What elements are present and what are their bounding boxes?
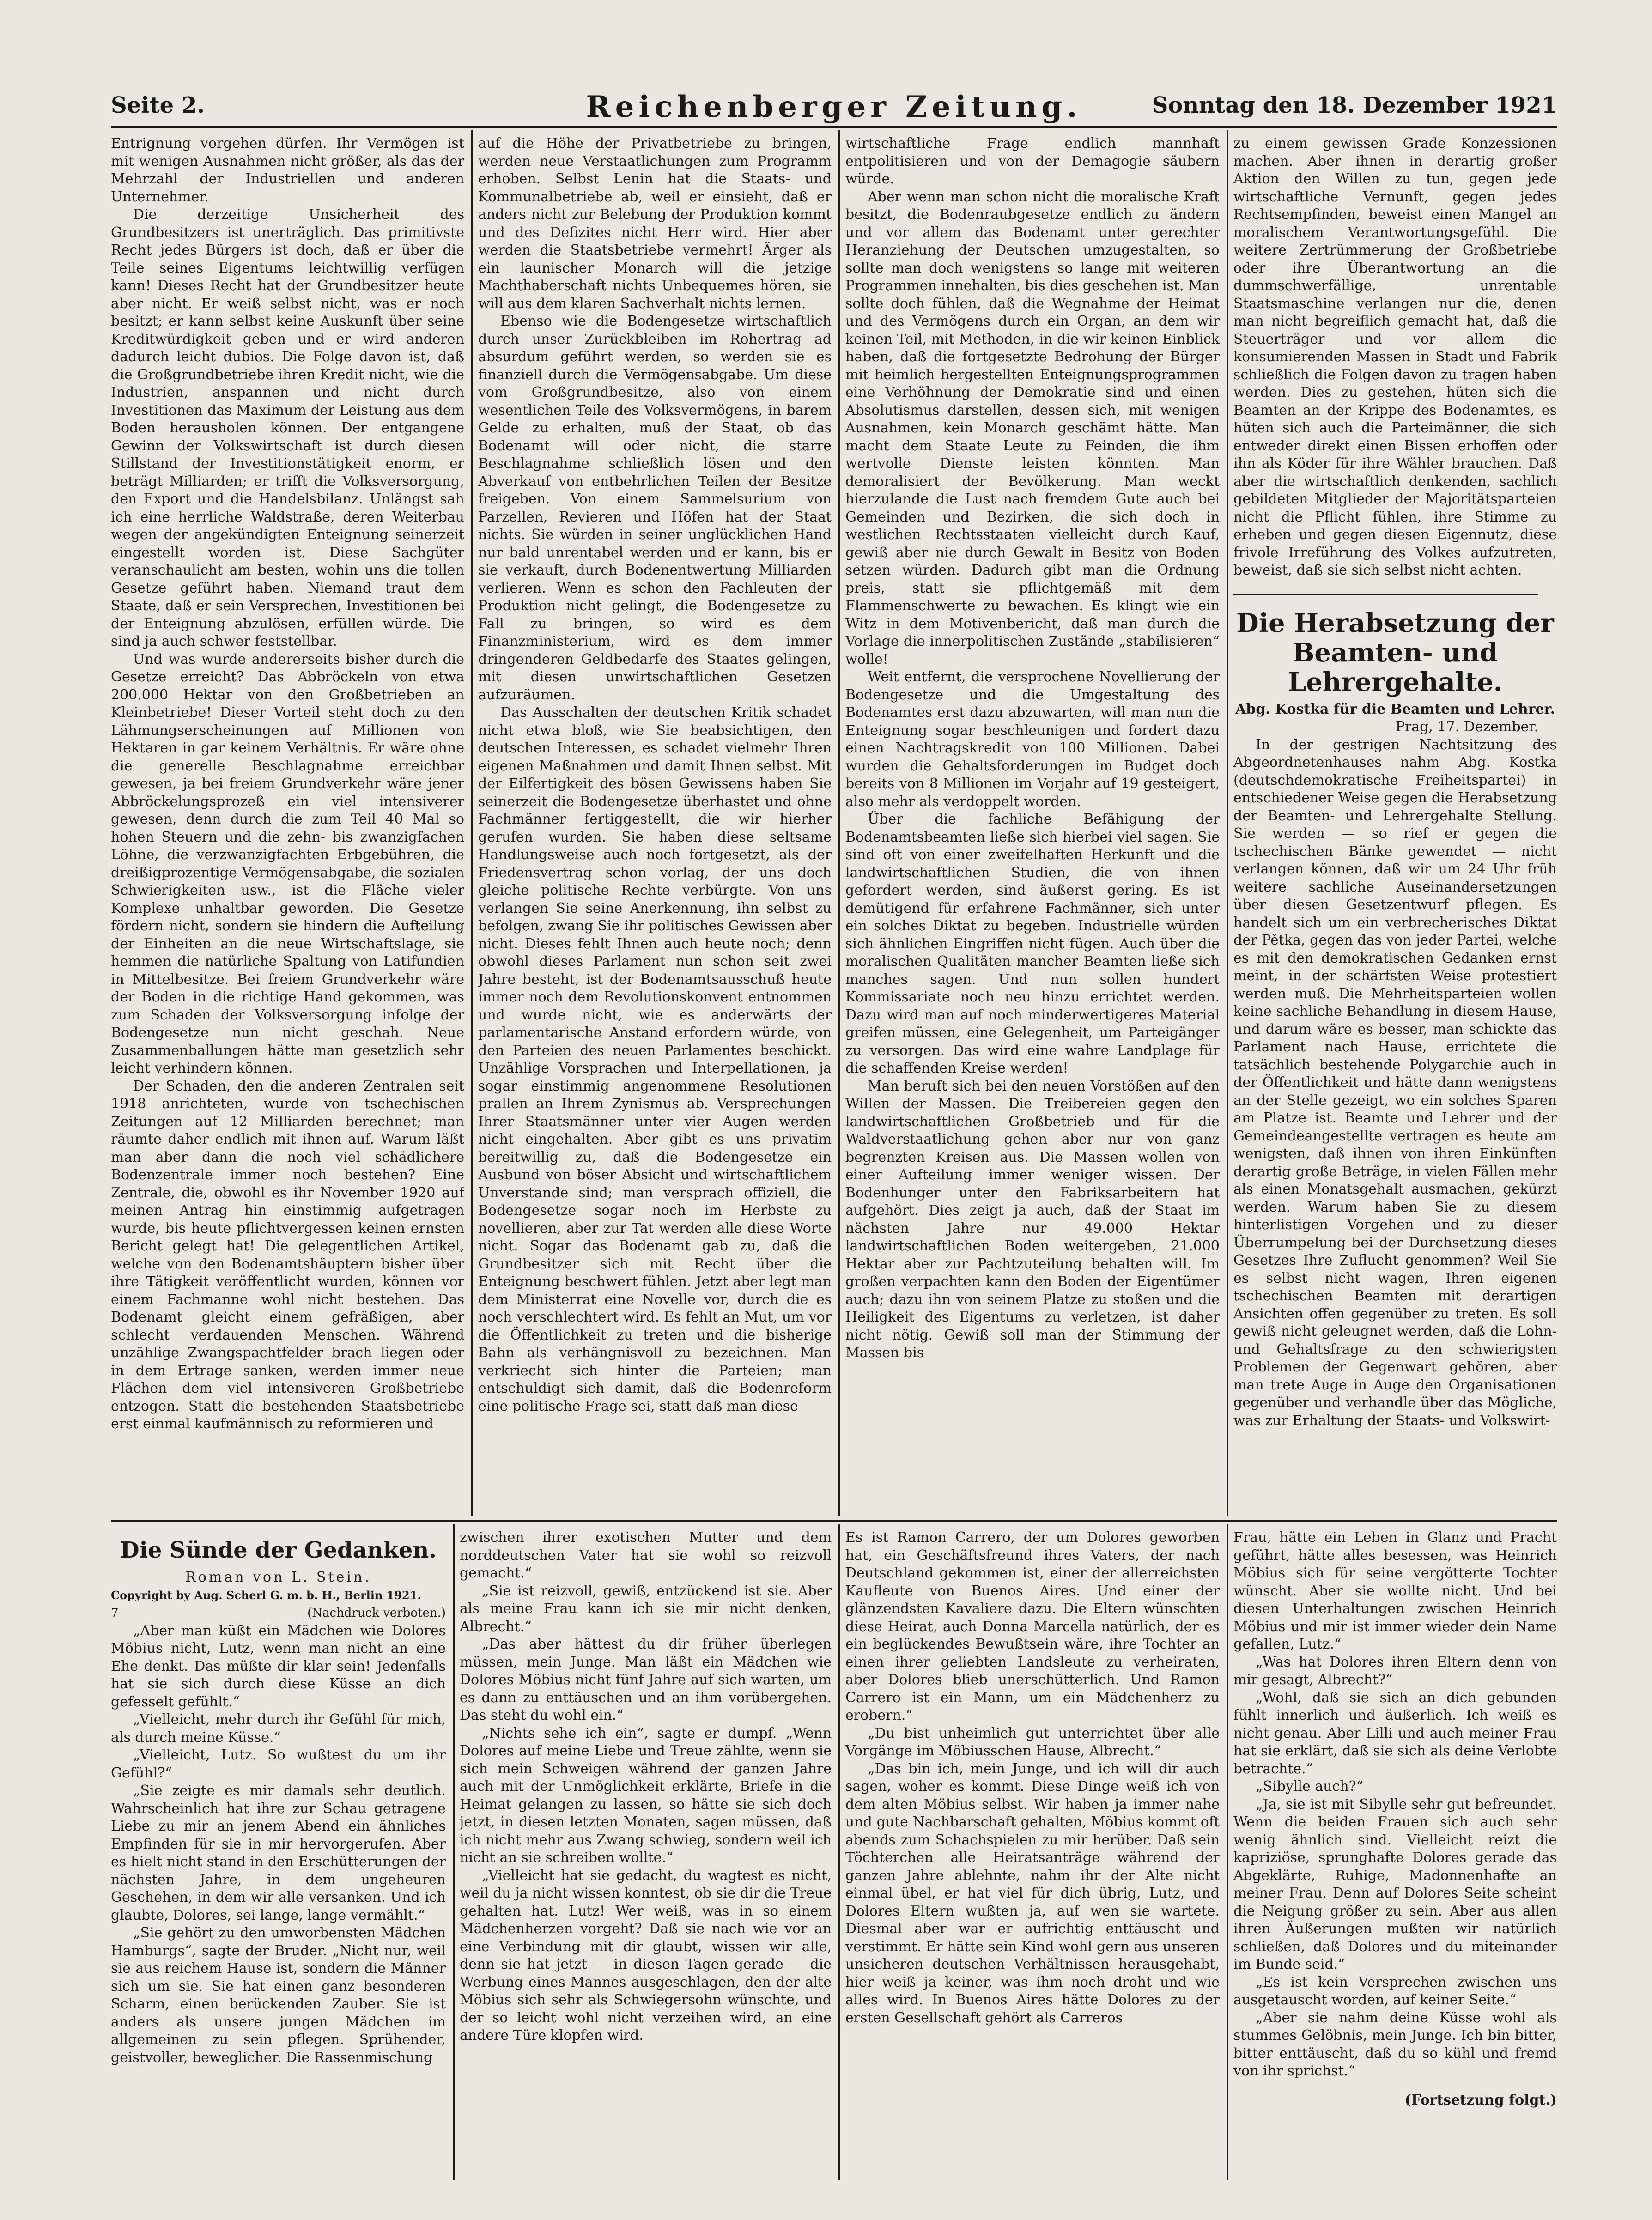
paragraph: „Aber man küßt ein Mädchen wie Dolores Möbius nicht, Lutz, wenn man nicht an eine Ehe denkt. Das müßte dir klar sein! Jedenfalls hat sie sich durch diese Küsse an dich gefesselt gefühlt.“ <box>111 1622 446 1710</box>
paragraph: „Das aber hättest du dir früher überlegen müssen, mein Junge. Man läßt ein Mädchen wie Dolores Möbius nicht fünf Jahre auf sich warten, um es dann zu enttäuschen und an ihm vorübergehen. Das steht du wohl ein.“ <box>460 1636 832 1723</box>
paragraph: „Vielleicht hat sie gedacht, du wagtest es nicht, weil du ja nicht wissen konntest, ob sie dir die Treue gehalten hat. Lutz! Wer weiß, was in so einem Mädchenherzen vorgeht? Daß sie nach wie vor an eine Verbindung mit dir glaubt, wissen wir alle, denn sie hat jetzt — in diesen Tagen gerade — die Werbung eines Mannes ausgeschlagen, den der alte Möbius sich sehr als Schwiegersohn wünschte, und der so leicht wohl nicht verzeihen wird, an eine andere Türe klopfen wird. <box>460 1867 832 2044</box>
paragraph: wirtschaftliche Frage endlich mannhaft entpolitisieren und von der Demagogie säubern würde. <box>845 135 1220 187</box>
paragraph: zu einem gewissen Grade Konzessionen machen. Aber ihnen in derartig großer Aktion den Willen zu tun, gegen jede wirtschaftliche Vernunft, gegen jedes Rechtsempfinden, beweist einen Mangel an moralischem Verantwortungsgefühl. Die weitere Zertrümmerung der Großbetriebe oder ihre Überantwortung an die dummschwerfällige, unrentable Staatsmaschine verlangen nur die, denen man nicht begreiflich gemacht hat, daß die Steuerträger und vor allem die konsumierenden Massen in Stadt und Fabrik schließlich die Folgen davon zu tragen haben werden. Dies zu gestehen, hüten sich die Beamten an der Krippe des Bodenamtes, es hüten sich auch die Parteimänner, die sich entweder direkt einen Bissen erhoffen oder ihn als Köder für ihre Wähler brauchen. Daß aber die wirtschaftlich denkenden, sachlich gebildeten Mitglieder der Majoritätsparteien nicht die Pflicht fühlen, ihre Stimme zu erheben und gegen diesen Eigennutz, diese frivole Irreführung des Volkes aufzutreten, beweist, daß sie sich selbst nicht achten. <box>1233 135 1557 578</box>
serial-copyright: Copyright by Aug. Scherl G. m. b. H., Berlin 1921. <box>111 1588 421 1602</box>
paragraph: Frau, hätte ein Leben in Glanz und Pracht geführt, hätte alles besessen, was Heinrich Möbius sich für seine vergötterte Tochter wünscht. Aber sie wollte nicht. Und bei diesen Unterhaltungen zwischen Heinrich Möbius und mir ist immer wieder dein Name gefallen, Lutz.“ <box>1233 1529 1557 1652</box>
paragraph: „Was hat Dolores ihren Eltern denn von mir gesagt, Albrecht?“ <box>1233 1654 1557 1688</box>
page-number: Seite 2. <box>111 92 205 118</box>
paragraph: „Aber sie nahm deine Küsse wohl als stummes Gelöbnis, mein Junge. Ich bin bitter, bitter enttäuscht, daß du so kühl und fremd von ihr sprichst.“ <box>1233 2009 1557 2079</box>
article-divider <box>1233 594 1538 595</box>
article-dateline: Prag, 17. Dezember. <box>1395 719 1538 735</box>
paragraph: Die derzeitige Unsicherheit des Grundbesitzers ist unerträglich. Das primitivste Recht jedes Bürgers ist doch, daß er über die Teile seines Eigentums leichtwillig verfügen kann! Dieses Recht hat der Grundbesitzer heute aber nicht. Er weiß selbst nicht, was er noch besitzt; er kann selbst keine Auskunft über seine Kreditwürdigkeit geben und er wird anderen dadurch leicht dubios. Die Folge davon ist, daß die Großgrundbetriebe ihren Kredit nicht, wie die Industrien, anspannen und nicht durch Investitionen das Maximum der Leistung aus dem Boden herausholen können. Der entgangene Gewinn der Volkswirtschaft ist durch diesen Stillstand der Investitionstätigkeit enorm, er beträgt Milliarden; er trifft die Volksversorgung, den Export und die Handelsbilanz. Unlängst sah ich eine herrliche Waldstraße, deren Weiterbau wegen der angekündigten Enteignung seinerzeit eingestellt worden ist. Diese Sachgüter veranschaulicht am besten, wohin uns die tollen Gesetze geführt haben. Niemand traut dem Staate, daß er sein Versprechen, Investitionen bei der Enteignung abzulösen, erfüllen würde. Die sind ja auch schwer feststellbar. <box>111 206 464 649</box>
column-divider <box>453 1524 455 2180</box>
column-divider <box>1227 1524 1228 2180</box>
serial-column-2 <box>460 1529 832 2180</box>
paragraph: „Du bist unheimlich gut unterrichtet über alle Vorgänge im Möbiusschen Hause, Albrecht.“ <box>845 1725 1220 1759</box>
paragraph: „Es ist kein Versprechen zwischen uns ausgetauscht worden, auf keiner Seite.“ <box>1233 1974 1557 2008</box>
article-column-3 <box>845 135 1220 1516</box>
page-header <box>111 90 1557 124</box>
paragraph: In der gestrigen Nachtsitzung des Abgeordnetenhauses nahm Abg. Kostka (deutschdemokratische Freiheitspartei) in entschiedener Weise gegen die Herabsetzung der Beamten- und Lehrergehalte Stellung. Sie werden — so rief er gegen die tschechischen Bänke gewendet — nicht verlangen können, daß wir um 24 Uhr früh weitere sachliche Auseinandersetzungen über diesen Gesetzentwurf pflegen. Es handelt sich um ein verbrecherisches Diktat der Pětka, gegen das von jeder Partei, welche es mit den demokratischen Gedanken ernst meint, in der schärfsten Weise protestiert werden muß. Die Mehrheitsparteien wollen keine sachliche Behandlung in diesem Hause, und darum wäre es besser, man schickte das Parlament nach Hause, errichtete die tatsächlich bestehende Polygarchie auch in der Öffentlichkeit und hätte dann wenigstens an der Stelle gezeigt, wo ein solches Sparen am Platze ist. Beamte und Lehrer und der Gemeindeangestellte vertragen es heute am wenigsten, daß ihnen von ihren Einkünften derartig große Beträge, in vielen Fällen mehr als einen Monatsgehalt ausmachen, gekürzt werden. Warum haben Sie zu diesem hinterlistigen Vorgehen und zu dieser Überrumpelung bei der Durchsetzung dieses Gesetzes Ihre Zuflucht genommen? Weil Sie es selbst nicht wagen, Ihren eigenen tschechischen Beamten mit derartigen Ansichten offen gegenüber zu treten. Es soll gewiß nicht geleugnet werden, daß die Lohn- und Gehaltsfrage zu den schwierigsten Problemen der Gegenwart gehören, aber man trete Auge in Auge den Organisationen gegenüber und verhandle über das Mögliche, was zur Erhaltung der Staats- und Volkswirt- <box>1233 736 1557 1429</box>
column-divider <box>471 130 473 1516</box>
paragraph: Man beruft sich bei den neuen Vorstößen auf den Willen der Massen. Die Treibereien gegen den landwirtschaftlichen Großbetrieb und für die Waldverstaatlichung gehen aber nur von ganz begrenzten Kreisen aus. Die Massen wollen von einer Aufteilung immer weniger wissen. Der Bodenhunger unter den Fabriksarbeitern hat aufgehört. Dies zeigt ja auch, daß der Staat im nächsten Jahre nur 49.000 Hektar landwirtschaftlichen Boden weitergeben, 21.000 Hektar aber zur Pachtzuteilung behalten will. Im großen verpachten kann den Boden der Eigentümer auch; dazu ihn von seinem Platze zu stoßen und die Heiligkeit des Eigentums zu verletzen, ist daher nicht nötig. Gewiß soll man der Stimmung der Massen bis <box>845 1078 1220 1361</box>
article-headline: Die Herabsetzung der Beamten- und Lehrergehalte. <box>1236 607 1554 698</box>
serial-meta <box>111 1604 446 1622</box>
article-column-1 <box>111 135 464 1516</box>
article-column-4 <box>1233 135 1557 1516</box>
paragraph: Und was wurde andererseits bisher durch die Gesetze erreicht? Das Abbröckeln von etwa 200.000 Hektar von den Großbetrieben an Kleinbetriebe! Dieser Vorteil steht doch zu den Lähmungserscheinungen auf Millionen von Hektaren in gar keinem Verhältnis. Er wäre ohne die generelle Beschlagnahme erreichbar gewesen, ja bei freiem Grundverkehr wäre jener Abbröckelungsprozeß ein viel intensiverer gewesen, denn durch die zum Teil 40 Mal so hohen Steuern und die zehn- bis zwanzigfachen Löhne, die verzwanzigfachten Erbgebühren, die dreißigprozentige Vermögensabgabe, die sozialen Schwierigkeiten usw., ist die Fläche vieler Komplexe unhaltbar geworden. Die Gesetze fördern nicht, sondern sie hindern die Aufteilung der Einheiten an die neue Wirtschaftslage, sie hemmen die natürliche Spaltung von Latifundien in Mittelbesitze. Bei freiem Grundverkehr wäre der Boden in die richtige Hand gekommen, was zum Schaden der Volksversorgung infolge der Bodengesetze nun nicht geschah. Neue Zusammenballungen hätte man gesetzlich sehr leicht verhindern können. <box>111 651 464 1076</box>
paragraph: „Wohl, daß sie sich an dich gebunden fühlt innerlich und äußerlich. Ich weiß es nicht genau. Aber Lilli und auch meiner Frau hat sie erklärt, daß sie sich als deine Verlobte betrachte.“ <box>1233 1689 1557 1777</box>
paragraph: „Vielleicht, mehr durch ihr Gefühl für mich, als durch meine Küsse.“ <box>111 1711 446 1746</box>
serial-author: Roman von L. Stein. <box>185 1569 371 1585</box>
paragraph: „Sie zeigte es mir damals sehr deutlich. Wahrscheinlich hat ihre zur Schau getragene Liebe zu mir an jenem Abend ein ähnliches Empfinden für sie in mir hervorgerufen. Aber es hielt nicht stand in den Erschütterungen der nächsten Jahre, in dem ungeheuren Geschehen, in dem wir alle versanken. Und ich glaubte, Dolores, sei lange, lange vermählt.“ <box>111 1783 446 1923</box>
serial-reprint-note: (Nachdruck verboten.) <box>307 1606 446 1620</box>
article-byline: Abg. Kostka für die Beamten und Lehrer. <box>1235 701 1555 717</box>
column-divider <box>1227 130 1228 1516</box>
serial-column-3 <box>845 1529 1220 2180</box>
paragraph: Das Ausschalten der deutschen Kritik schadet nicht etwa bloß, wie Sie beabsichtigen, den deutschen Interessen, es schadet vielmehr Ihren eigenen Maßnahmen und damit Ihnen selbst. Mit der Eilfertigkeit des bösen Gewissens haben Sie seinerzeit die Bodengesetze überhastet und ohne Fachmänner fertiggestellt, die wir hierher gerufen wurden. Sie haben diese seltsame Handlungsweise auch noch fortgesetzt, als der Friedensvertrag schon vorlag, der uns doch gleiche politische Rechte verbürgte. Von uns verlangen Sie seine Anerkennung, ihn selbst zu befolgen, zwang Sie ihr politisches Gewissen aber nicht. Dieses fehlt Ihnen auch heute noch; denn obwohl dieses Parlament nun schon seit zwei Jahre besteht, ist der Bodenamtsausschuß heute immer noch dem Revolutionskonvent entnommen und wurde nicht, wie es anderwärts der parlamentarische Anstand erfordern würde, von den Parteien des neuen Parlamentes beschickt. Unzählige Vorsprachen und Interpellationen, ja sogar einstimmig angenommene Resolutionen prallen an Ihrem Zynismus ab. Versprechungen Ihrer Staatsmänner unter vier Augen werden nicht eingehalten. Aber gibt es uns privatim bereitwillig zu, daß die Bodengesetze ein Ausbund von böser Absicht und wirtschaftlichem Unverstande sind; man versprach offiziell, die Bodengesetze sogar noch im Herbste zu novellieren, aber zur Tat werden alle diese Worte nicht. Sogar das Bodenamt gab zu, daß die Grundbesitzer sich mit Recht über die Enteignung beschwert fühlen. Jetzt aber legt man dem Ministerrat eine Novelle vor, durch die es noch verschlechtert wird. Es fehlt an Mut, um vor die Öffentlichkeit zu treten und die bisherige Bahn als verhängnisvoll zu bezeichnen. Man verkriecht sich hinter die Parteien; man entschuldigt sich damit, daß die Bodenreform eine politische Frage sei, statt daß man diese <box>478 704 832 1414</box>
paragraph: Es ist Ramon Carrero, der um Dolores geworben hat, ein Geschäftsfreund ihres Vaters, der nach Deutschland gekommen ist, einer der allerreichsten Kaufleute von Buenos Aires. Und einer der glänzendsten Kavaliere dazu. Die Eltern wünschten diese Heirat, auch Donna Marcella natürlich, der es ein beglückendes Bewußtsein wäre, ihre Tochter an einen ihrer geliebten Landsleute zu verheiraten, aber Dolores blieb unerschütterlich. Und Ramon Carrero ist ein Mann, um ein Mädchenherz zu erobern.“ <box>845 1529 1220 1723</box>
paragraph: Aber wenn man schon nicht die moralische Kraft besitzt, die Bodenraubgesetze endlich zu ändern und vor allem das Bodenamt unter gerechter Heranziehung der Deutschen umzugestalten, so sollte man doch wenigstens so lange mit weiteren Programmen innehalten, bis dies geschehen ist. Man sollte doch fühlen, daß die Wegnahme der Heimat und des Vermögens durch ein Organ, an dem wir keinen Teil, mit Methoden, in die wir keinen Einblick haben, daß die fortgesetzte Bedrohung der Bürger mit heimlich hergestellten Enteignungsprogrammen eine Verhöhnung der Demokratie sind und einen Absolutismus darstellen, dessen sich, mit wenigen Ausnahmen, kein Monarch geschämt hätte. Man macht dem Staate Leute zu Feinden, die ihm wertvolle Dienste leisten könnten. Man demoralisiert der Bevölkerung. Man weckt hierzulande die Lust nach fremdem Gute auch bei Gemeinden und Bezirken, die sich doch in westlichen Rechtsstaaten vielleicht durch Kauf, gewiß aber nie durch Gewalt in Besitz von Boden setzen würden. Dadurch gibt man die Ordnung preis, statt sie pflichtgemäß mit dem Flammenschwerte zu bewachen. Es klingt wie ein Witz in dem Motivenbericht, daß man durch die Vorlage die innerpolitischen Zustände „stabilisieren“ wolle! <box>845 188 1220 667</box>
paragraph: Weit entfernt, die versprochene Novellierung der Bodengesetze und die Umgestaltung des Bodenamtes erst dazu abzuwarten, will man nun die Enteignung sogar beschleunigen und fordert dazu einen Nachtragskredit von 100 Millionen. Dabei wurden die Gehaltsforderungen im Budget doch bereits von 8 Millionen im Vorjahr auf 19 gesteigert, also mehr als verdoppelt worden. <box>845 669 1220 810</box>
feuilleton-rule <box>111 1520 1557 1522</box>
newspaper-title: Reichenberger Zeitung. <box>586 90 1082 124</box>
paragraph: „Ja, sie ist mit Sibylle sehr gut befreundet. Wenn die beiden Frauen sich auch sehr wenig ähnlich sind. Vielleicht reizt die kapriziöse, sprunghafte Dolores gerade das Abgeklärte, Ruhige, Madonnenhafte an meiner Frau. Denn auf Dolores Seite scheint die Neigung größer zu sein. Aber aus allen ihren Äußerungen mußten wir natürlich schließen, daß Dolores und du miteinander im Bunde seid.“ <box>1233 1796 1557 1972</box>
paragraph: Ebenso wie die Bodengesetze wirtschaftlich durch unser Zurückbleiben im Rohertrag ad absurdum geführt werden, so werden sie es finanziell durch die Vermögensabgabe. Um diese vom Großgrundbesitze, also von einem wesentlichen Teile des Volksvermögens, in barem Gelde zu erhalten, muß der Staat, ob das Bodenamt will oder nicht, die starre Beschlagnahme schließlich lösen und den Abverkauf von entbehrlichen Teilen der Besitze freigeben. Von einem Sammelsurium von Parzellen, Revieren und Höfen hat der Staat nichts. Sie würden in seiner unglücklichen Hand nur bald unrentabel werden und er kann, bis er sie verkauft, durch Bodenentwertung Milliarden verlieren. Wenn es schon den Fachleuten der Produktion nicht gelingt, die Bodengesetze zu Fall zu bringen, so wird es dem Finanzministerium, wird es dem immer dringenderen Geldbedarfe des Staates gelingen, mit diesen unwirtschaftlichen Gesetzen aufzuräumen. <box>478 313 832 703</box>
header-rule <box>111 126 1557 128</box>
column-divider <box>838 1524 840 2180</box>
paragraph: „Sie gehört zu den umworbensten Mädchen Hamburgs“, sagte der Bruder. „Nicht nur, weil sie aus reichem Hause ist, sondern die Männer sich um sie. Sie hat einen ganz besonderen Scharm, einen berückenden Zauber. Sie ist anders als unsere jungen Mädchen im allgemeinen zu sein pflegen. Sprühender, geistvoller, beweglicher. Die Rassenmischung <box>111 1925 446 2066</box>
serial-installment: 7 <box>111 1606 119 1620</box>
column-divider <box>838 130 840 1516</box>
paragraph: „Sie ist reizvoll, gewiß, entzückend ist sie. Aber als meine Frau kann ich sie mir nicht denken, Albrecht.“ <box>460 1583 832 1635</box>
paragraph: „Sibylle auch?“ <box>1256 1778 1364 1795</box>
issue-date: Sonntag den 18. Dezember 1921 <box>1152 92 1557 118</box>
paragraph: „Vielleicht, Lutz. So wußtest du um ihr Gefühl?“ <box>111 1747 446 1781</box>
paragraph: Der Schaden, den die anderen Zentralen seit 1918 anrichteten, wurde von tschechischen Zeitungen auf 12 Milliarden berechnet; man räumte daher endlich mit ihnen auf. Warum läßt man aber dann die noch viel schädlichere Bodenzentrale immer noch bestehen? Eine Zentrale, die, obwohl es ihr November 1920 auf meinen Antrag hin einstimmig aufgetragen wurde, bis heute pflichtvergessen keinen ernsten Bericht gelegt hat! Die gelegentlichen Artikel, welche von den Bodenamtshäuptern bisher über ihre Tätigkeit veröffentlicht wurden, können vor einem Fachmanne wohl nicht bestehen. Das Bodenamt gleicht einem gefräßigen, aber schlecht verdauenden Menschen. Während unzählige Zwangspachtfelder brach liegen oder in dem Ertrage sanken, werden immer neue Flächen dem viel intensiveren Großbetriebe entzogen. Statt die bestehenden Staatsbetriebe erst einmal kaufmännisch zu reformieren und <box>111 1078 464 1432</box>
article-column-2 <box>478 135 832 1516</box>
continued-note: (Fortsetzung folgt.) <box>1404 2092 1557 2108</box>
paragraph: „Das bin ich, mein Junge, und ich will dir auch sagen, woher es kommt. Diese Dinge weiß ich von dem alten Möbius selbst. Wir haben ja immer nahe und gute Nachbarschaft gehalten, Möbius kommt oft abends zum Schachspielen zu mir herüber. Daß sein Töchterchen alle Heiratsanträge während der ganzen Jahre ablehnte, nahm ihr der Alte nicht einmal übel, er hat viel für dich übrig, Lutz, und Dolores Eltern wußten ja, auf wen sie wartete. Diesmal aber war er aufrichtig enttäuscht und verstimmt. Er hätte sein Kind wohl gern aus unseren unsicheren deutschen Verhältnissen herausgehabt, hier weiß ja keiner, was ihm noch droht und wie alles wird. In Buenos Aires hätte Dolores zu der ersten Gesellschaft gehört als Carreros <box>845 1760 1220 2026</box>
paragraph: zwischen ihrer exotischen Mutter und dem norddeutschen Vater hat sie wohl so reizvoll gemacht.“ <box>460 1529 832 1581</box>
serial-column-4 <box>1233 1529 1557 2180</box>
paragraph: Entrignung vorgehen dürfen. Ihr Vermögen ist mit wenigen Ausnahmen nicht größer, als das der Mehrzahl der Industriellen und anderen Unternehmer. <box>111 135 464 205</box>
serial-title: Die Sünde der Gedanken. <box>120 1537 437 1563</box>
serial-column-1 <box>111 1529 446 2180</box>
paragraph: „Nichts sehe ich ein“, sagte er dumpf. „Wenn Dolores auf meine Liebe und Treue zählte, wenn sie sich mein Schweigen während der ganzen Jahre auch mit der Unmöglichkeit erklärte, Briefe in die Heimat gelangen zu lassen, so hätte sie sich doch jetzt, in diesen letzten Monaten, sagen müssen, daß ich nicht mehr aus Zwang schwieg, sondern weil ich nicht an sie schreiben wollte.“ <box>460 1725 832 1866</box>
paragraph: Über die fachliche Befähigung der Bodenamtsbeamten ließe sich hierbei viel sagen. Sie sind oft von einer zweifelhaften Herkunft und die landwirtschaftlichen Studien, die von ihnen gefordert werden, sind äußerst gering. Es ist demütigend für erfahrene Fachmänner, sich unter ein solches Diktat zu begeben. Industrielle würden sich ähnlichen Eingriffen nicht fügen. Auch über die moralischen Qualitäten mancher Beamten ließe sich manches sagen. Und nun sollen hundert Kommissariate noch neu hinzu errichtet werden. Dazu wird man auf noch minderwertigeres Material greifen müssen, eine Gelegenheit, um Parteigänger zu versorgen. Das wird eine wahre Landplage für die schaffenden Kreise werden! <box>845 811 1220 1076</box>
paragraph: auf die Höhe der Privatbetriebe zu bringen, werden neue Verstaatlichungen zum Programm erhoben. Selbst Lenin hat die Staats- und Kommunalbetriebe ab, weil er einsieht, daß er anders nicht zur Belebung der Produktion kommt und des Defizites nicht Herr wird. Hier aber werden die Staatsbetriebe vermehrt! Ärger als ein launischer Monarch will die jetzige Machthaberschaft nichts Unbequemes hören, sie will aus dem klaren Sachverhalt nichts lernen. <box>478 135 832 312</box>
